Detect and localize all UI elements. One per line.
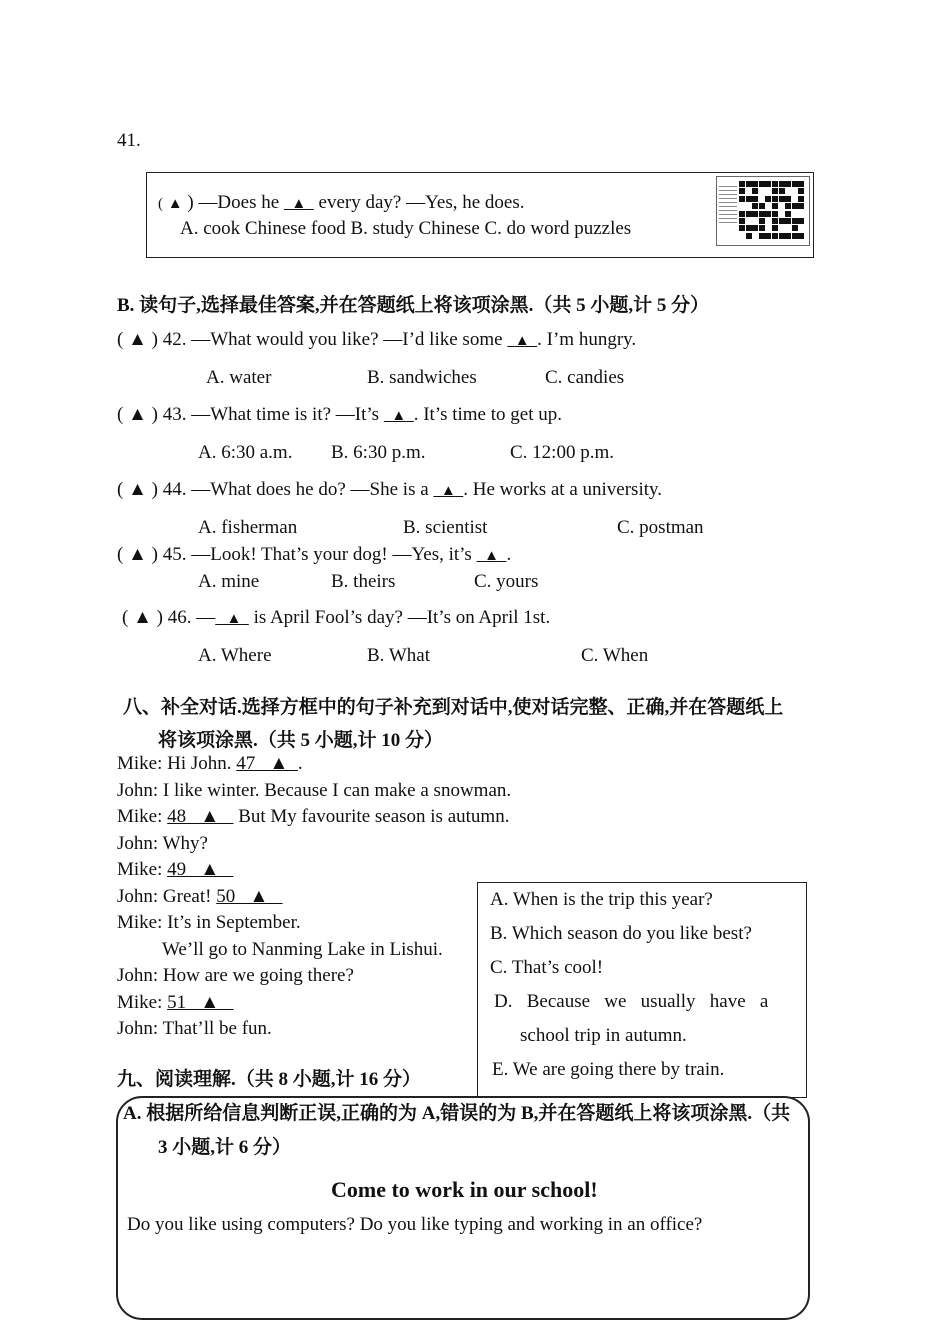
option-c: C. candies	[545, 367, 625, 388]
answer-blank-51: 51 ▲	[167, 992, 234, 1013]
crossword-cell	[785, 203, 791, 209]
crossword-cell	[746, 225, 752, 231]
stem-rest: is April Fool’s day? —It’s on April 1st.	[253, 607, 551, 628]
crossword-cell	[752, 196, 758, 202]
crossword-cell	[739, 188, 745, 194]
crossword-cell	[785, 218, 791, 224]
option-a: A. Where	[198, 645, 272, 666]
option-b: B. scientist	[403, 517, 488, 538]
question-46-stem	[122, 607, 550, 629]
crossword-cell	[779, 188, 785, 194]
crossword-cell	[746, 196, 752, 202]
option-a: A. water	[206, 367, 272, 388]
crossword-cell	[759, 218, 765, 224]
crossword-cell	[765, 211, 771, 217]
answer-blank-49: 49 ▲	[167, 859, 234, 880]
dialog-line: We’ll go to Nanming Lake in Lishui.	[162, 939, 443, 960]
dialog-line	[117, 806, 509, 828]
section-9a-instruction-line2: 3 小题,计 6 分）	[158, 1137, 292, 1158]
crossword-cell	[792, 218, 798, 224]
option-c: C. When	[581, 645, 649, 666]
question-41-box	[146, 172, 814, 258]
crossword-cell	[759, 181, 765, 187]
answer-blank-48: 48 ▲	[167, 806, 234, 827]
answer-blank-47: 47 ▲	[236, 753, 298, 774]
reading-passage-box	[116, 1096, 810, 1320]
crossword-cell	[798, 181, 804, 187]
crossword-cell	[752, 203, 758, 209]
crossword-cell	[785, 211, 791, 217]
crossword-cell	[772, 218, 778, 224]
question-42-stem	[117, 329, 636, 351]
option-b: B. Which season do you like best?	[490, 923, 752, 944]
crossword-cell	[772, 225, 778, 231]
passage-text: Do you like using computers? Do you like typing and working in an office?	[127, 1214, 703, 1235]
answer-blank: ▲	[291, 196, 307, 212]
crossword-cell	[759, 233, 765, 239]
crossword-cell	[752, 225, 758, 231]
dialog-line: John: Why?	[117, 833, 208, 854]
passage-title: Come to work in our school!	[331, 1177, 598, 1202]
crossword-cell	[752, 188, 758, 194]
question-45-stem	[117, 544, 511, 566]
answer-blank-50: 50 ▲	[216, 886, 283, 907]
crossword-cell	[779, 218, 785, 224]
crossword-cell	[759, 203, 765, 209]
section-9-header: 九、阅读理解.（共 8 小题,计 16 分）	[117, 1069, 422, 1090]
option-b: B. 6:30 p.m.	[331, 442, 426, 463]
crossword-cell	[746, 211, 752, 217]
option-a: A. 6:30 a.m.	[198, 442, 293, 463]
crossword-cell	[792, 233, 798, 239]
dialog-line	[117, 753, 303, 775]
crossword-cell	[765, 196, 771, 202]
crossword-cell	[765, 233, 771, 239]
speaker-text: Mike:	[117, 992, 163, 1013]
option-a: A. mine	[198, 571, 260, 592]
option-a: A. When is the trip this year?	[490, 889, 713, 910]
section-8-header-line2: 将该项涂黑.（共 5 小题,计 10 分）	[158, 730, 444, 751]
question-41-options: A. cook Chinese food B. study Chinese C. do word puzzles	[180, 218, 632, 239]
option-b: B. theirs	[331, 571, 396, 592]
option-b: B. sandwiches	[367, 367, 477, 388]
stem-rest: every day? —Yes, he does.	[318, 192, 525, 213]
crossword-cell	[739, 211, 745, 217]
stem-text: ( ▲ ) 46. —	[122, 607, 216, 628]
crossword-cell	[798, 233, 804, 239]
crossword-puzzle-image	[716, 176, 810, 246]
crossword-cell	[739, 181, 745, 187]
crossword-cell	[765, 181, 771, 187]
section-8-header-line1: 八、补全对话.选择方框中的句子补充到对话中,使对话完整、正确,并在答题纸上	[123, 697, 784, 718]
dialog-line: Mike: It’s in September.	[117, 912, 301, 933]
question-41-stem	[158, 192, 525, 214]
answer-blank: ▲	[391, 408, 407, 424]
crossword-cell	[746, 181, 752, 187]
crossword-cell	[772, 188, 778, 194]
crossword-cell	[798, 218, 804, 224]
answer-blank: ▲	[440, 483, 456, 499]
crossword-cell	[746, 233, 752, 239]
option-d: D. Because we usually have a	[494, 991, 769, 1012]
speaker-text: Mike: Hi John.	[117, 753, 232, 774]
crossword-cell	[772, 211, 778, 217]
answer-paren: (	[158, 196, 163, 212]
stem-text: ( ▲ ) 44. —What does he do? —She is a	[117, 479, 429, 500]
dialog-line	[117, 992, 233, 1014]
crossword-cell	[772, 181, 778, 187]
crossword-cell	[779, 233, 785, 239]
option-c: C. yours	[474, 571, 539, 592]
crossword-cell	[752, 211, 758, 217]
option-e: E. We are going there by train.	[492, 1059, 725, 1080]
crossword-cell	[739, 218, 745, 224]
question-44-stem	[117, 479, 662, 501]
stem-rest: . It’s time to get up.	[413, 404, 562, 425]
stem-text: ( ▲ ) 43. —What time is it? —It’s	[117, 404, 380, 425]
crossword-cell	[772, 203, 778, 209]
crossword-cell	[792, 181, 798, 187]
dialog-line: John: I like winter. Because I can make a snowman.	[117, 780, 512, 801]
speaker-text: Mike:	[117, 806, 163, 827]
question-41-number: 41.	[117, 130, 141, 151]
crossword-cell	[759, 225, 765, 231]
section-9a-instruction-line1: A. 根据所给信息判断正误,正确的为 A,错误的为 B,并在答题纸上将该项涂黑.（共	[123, 1103, 791, 1124]
dialog-line	[117, 859, 233, 881]
stem-rest: .	[506, 544, 512, 565]
option-c: C. 12:00 p.m.	[510, 442, 614, 463]
stem-rest: . I’m hungry.	[537, 329, 637, 350]
stem-text: ( ▲ ) 42. —What would you like? —I’d like some	[117, 329, 503, 350]
crossword-cell	[798, 196, 804, 202]
dialog-text: But My favourite season is autumn.	[238, 806, 510, 827]
option-b: B. What	[367, 645, 430, 666]
crossword-cell	[798, 188, 804, 194]
dialog-line	[117, 886, 283, 908]
stem-text: ) —Does he	[187, 192, 280, 213]
option-c: C. postman	[617, 517, 704, 538]
crossword-cell	[772, 196, 778, 202]
stem-rest: . He works at a university.	[463, 479, 663, 500]
crossword-cell	[752, 181, 758, 187]
crossword-cell	[759, 211, 765, 217]
option-c: C. That’s cool!	[490, 957, 604, 978]
crossword-cell	[779, 181, 785, 187]
crossword-cell	[792, 203, 798, 209]
speaker-text: Mike:	[117, 859, 163, 880]
crossword-cell	[779, 196, 785, 202]
crossword-cell	[785, 181, 791, 187]
answer-mark: ▲	[167, 196, 183, 212]
question-43-stem	[117, 404, 562, 426]
stem-text: ( ▲ ) 45. —Look! That’s your dog! —Yes, it’s	[117, 544, 472, 565]
crossword-cell	[772, 233, 778, 239]
option-a: A. fisherman	[198, 517, 298, 538]
crossword-cell	[798, 203, 804, 209]
option-d-continued: school trip in autumn.	[520, 1025, 687, 1046]
crossword-cell	[785, 196, 791, 202]
dialog-line: John: That’ll be fun.	[117, 1018, 272, 1039]
answer-blank: ▲	[226, 611, 242, 627]
section-b-header: B. 读句子,选择最佳答案,并在答题纸上将该项涂黑.（共 5 小题,计 5 分）	[117, 295, 710, 316]
answer-blank: ▲	[484, 548, 499, 564]
dialog-line: John: How are we going there?	[117, 965, 354, 986]
punctuation: .	[297, 753, 303, 774]
speaker-text: John: Great!	[117, 886, 212, 907]
crossword-cell	[785, 233, 791, 239]
crossword-cell	[792, 225, 798, 231]
crossword-cell	[739, 225, 745, 231]
crossword-cell	[739, 196, 745, 202]
answer-blank: ▲	[514, 333, 530, 349]
